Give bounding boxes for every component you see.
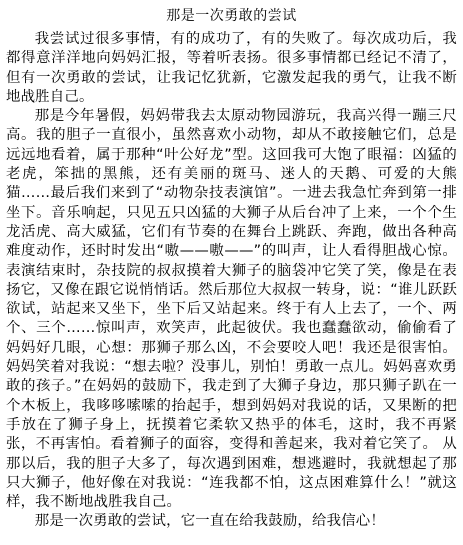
essay-paragraph-2: 那是今年暑假，妈妈带我去太原动物园游玩，我高兴得一蹦三尺高。我的胆子一直很小，虽然喜欢小动物，却从不敢接触它们，总是远远地看着，属于那种“叶公好龙”型。这回我可大饱了眼福：凶猛的老虎，笨拙的黑熊，还有美丽的斑马、迷人的天鹅、可爱的大熊猫……最后我们来到了“动物杂技表演馆”。一进去我急忙奔到第一排坐下。音乐响起，只见五只凶猛的大狮子从后台冲了上来，一个个生龙活虎、高大威猛，它们有节奏的在舞台上跳跃、奔跑，做出各种高难度动作，还时时发出“嗷——嗷——”的叫声，让人看得胆战心惊。表演结束时，杂技院的叔叔摸着大狮子的脑袋冲它笑了笑，像是在表扬它，又像在跟它说悄悄话。然后那位大叔叔一转身，说：“谁儿跃跃欲试，站起来又坐下，坐下后又站起来。终于有人上去了，一个、两个、三个……惊叫声，欢笑声，此起彼伏。我也蠢蠢欲动，偷偷看了妈妈好几眼，心想：那狮子那么凶，不会要咬人吧！我还是很害怕。妈妈笑着对我说：“想去啦？没事儿，别怕！勇敢一点儿。妈妈喜欢勇敢的孩子。”在妈妈的鼓励下，我走到了大狮子身边，那只狮子趴在一个木板上，我哆哆嗦嗦的抬起手，想到妈妈对我说的话，又果断的把手放在了狮子身上，抚摸着它柔软又热乎的体毛，这时，我不再紧张，不再害怕。看着狮子的面容，变得和善起来，我对着它笑了。 从那以后，我的胆子大多了，每次遇到困难，想逃避时，我就想起了那只大狮子，他好像在对我说：“连我都不怕，这点困难算什么！”就这样，我不断地战胜我自己。 [6,108,457,511]
essay-paragraph-3: 那是一次勇敢的尝试，它一直在给我鼓励，给我信心！ [34,513,385,530]
essay-title: 那是一次勇敢的尝试 [166,8,297,24]
essay-paragraph-1: 我尝试过很多事情，有的成功了，有的失败了。每次成功后，我都得意洋洋地向妈妈汇报，等着听表扬。很多事情都已经记不清了，但有一次勇敢的尝试，让我记忆犹新，它激发起我的勇气，让我不断地战胜自己。 [6,31,457,105]
